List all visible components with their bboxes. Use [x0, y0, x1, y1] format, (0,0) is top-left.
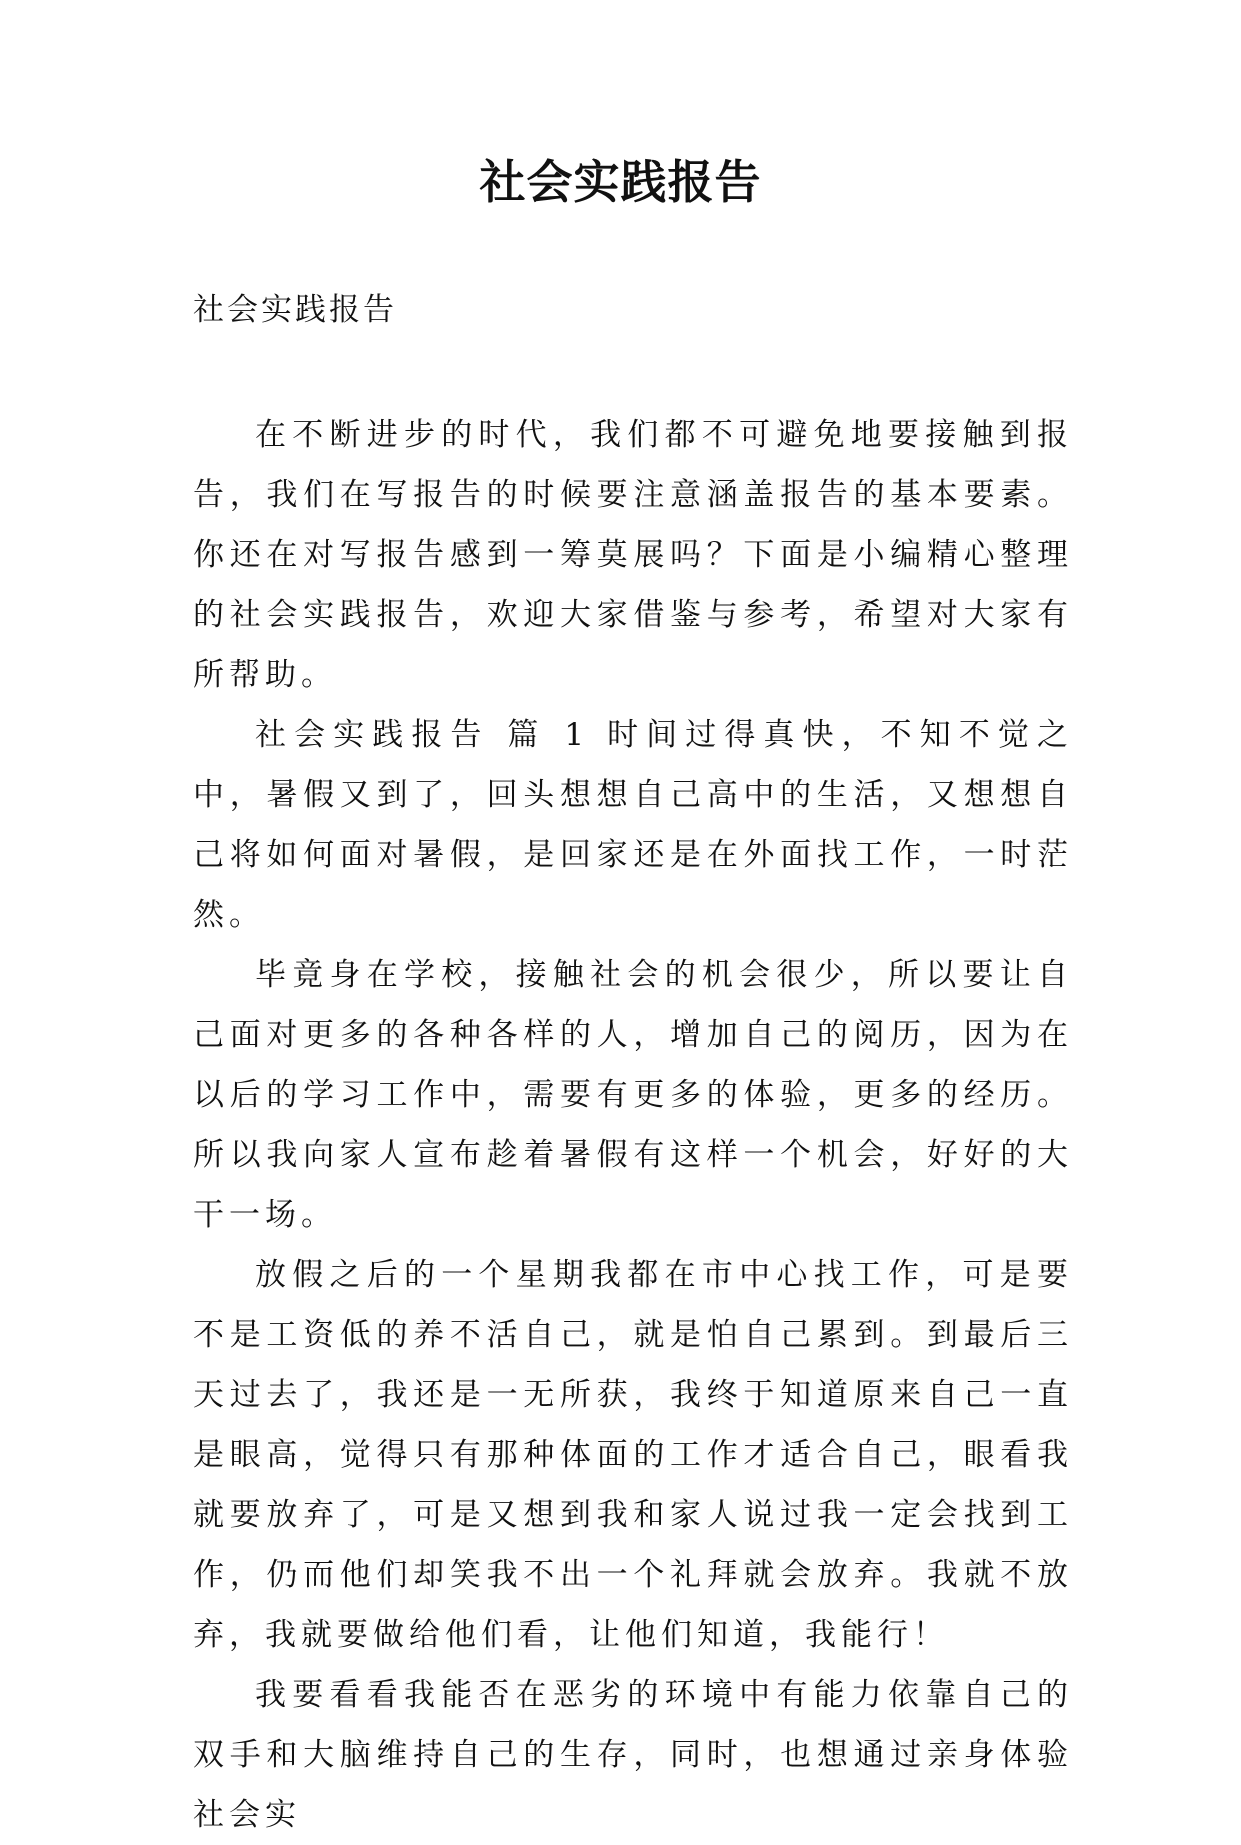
document-body [193, 405, 1073, 1845]
paragraph-school: 毕竟身在学校，接触社会的机会很少，所以要让自己面对更多的各种各样的人，增加自己的阅历，因为在以后的学习工作中，需要有更多的体验，更多的经历。所以我向家人宣布趁着暑假有这样一个机会，好好的大干一场。 [193, 957, 1073, 1233]
document-title: 社会实践报告 [479, 155, 762, 209]
document-subtitle: 社会实践报告 [193, 292, 397, 328]
paragraph-job-search: 放假之后的一个星期我都在市中心找工作，可是要不是工资低的养不活自己，就是怕自己累到。到最后三天过去了，我还是一无所获，我终于知道原来自己一直是眼高，觉得只有那种体面的工作才适合自己，眼看我就要放弃了，可是又想到我和家人说过我一定会找到工作，仍而他们却笑我不出一个礼拜就会放弃。我就不放弃，我就要做给他们看，让他们知道，我能行！ [193, 1257, 1073, 1653]
paragraph-survival: 我要看看我能否在恶劣的环境中有能力依靠自己的双手和大脑维持自己的生存，同时，也想通过亲身体验社会实 [193, 1677, 1073, 1833]
paragraph-section-1: 社会实践报告 篇 1 时间过得真快，不知不觉之中，暑假又到了，回头想想自己高中的生活，又想想自己将如何面对暑假，是回家还是在外面找工作，一时茫然。 [193, 717, 1073, 933]
paragraph-intro: 在不断进步的时代，我们都不可避免地要接触到报告，我们在写报告的时候要注意涵盖报告的基本要素。你还在对写报告感到一筹莫展吗？下面是小编精心整理的社会实践报告，欢迎大家借鉴与参考，希望对大家有所帮助。 [193, 417, 1073, 693]
